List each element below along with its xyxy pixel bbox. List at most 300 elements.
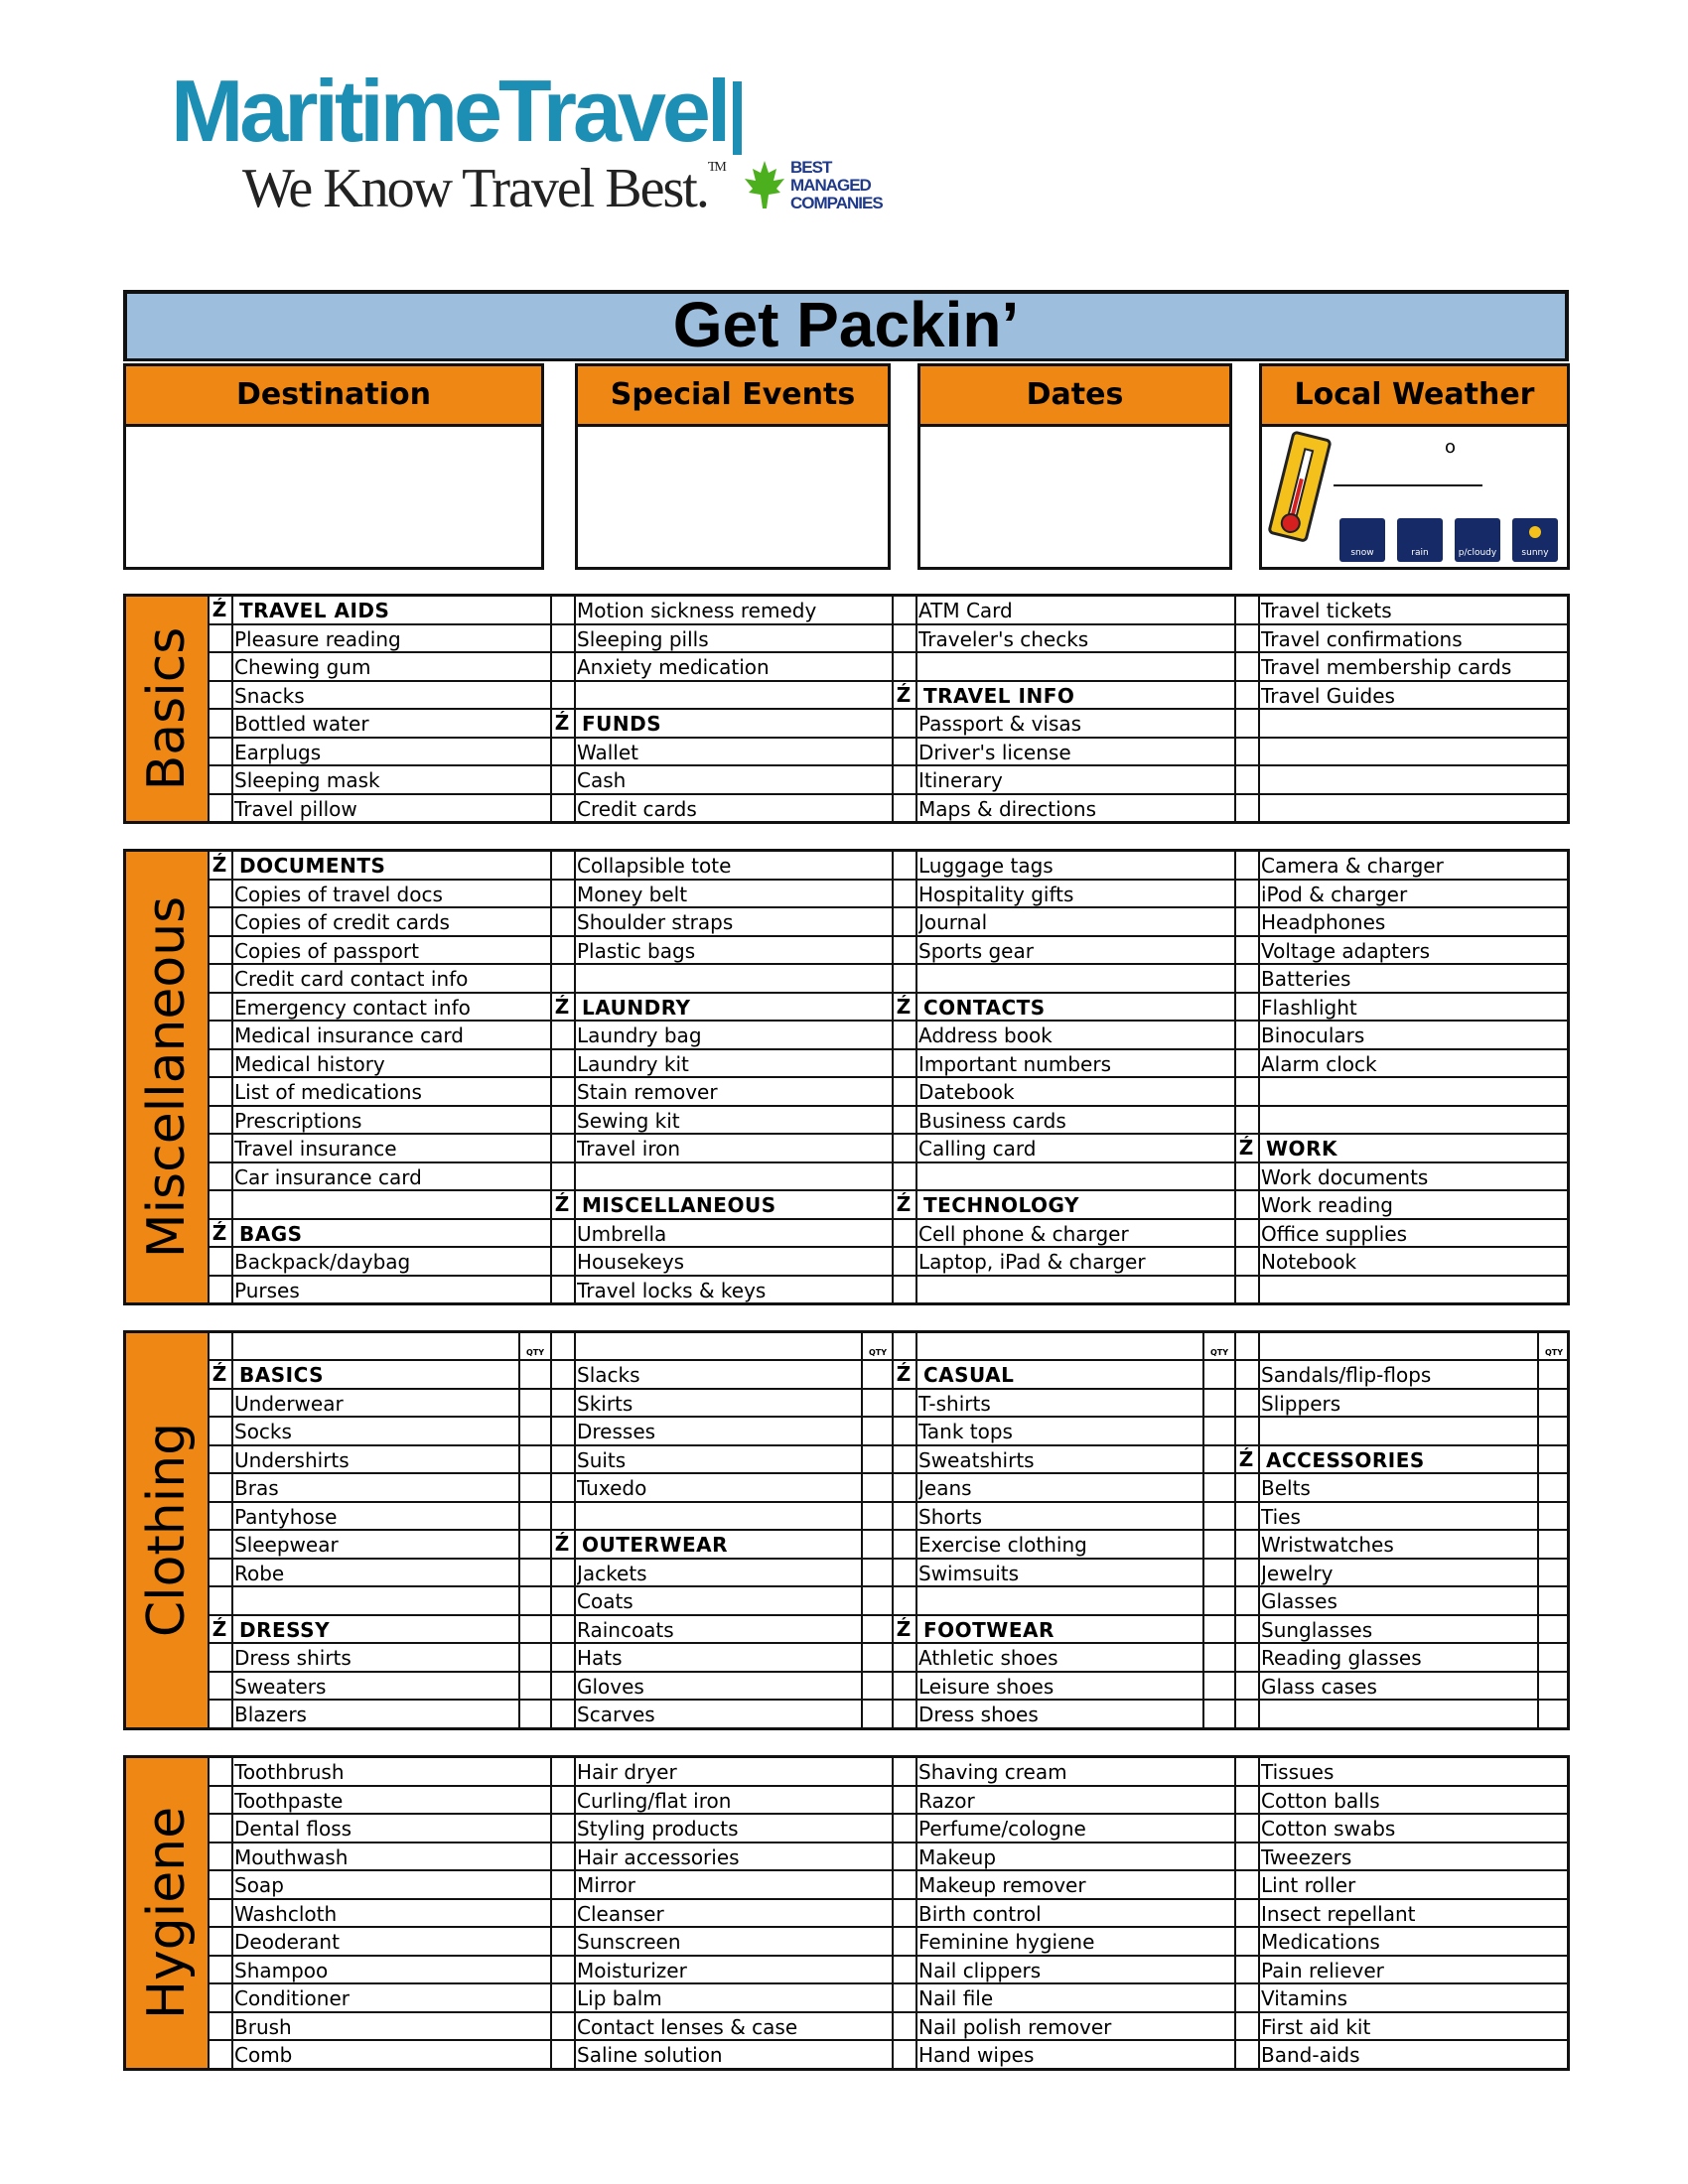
checkbox[interactable] — [550, 766, 576, 793]
checkbox[interactable] — [550, 653, 576, 680]
checkbox[interactable] — [892, 1787, 917, 1814]
checklist-row — [208, 2041, 550, 2070]
checkbox[interactable] — [550, 739, 576, 765]
checkbox[interactable] — [1234, 1277, 1260, 1305]
qty-cell[interactable] — [1202, 1474, 1234, 1501]
checkbox[interactable] — [550, 1078, 576, 1105]
checkbox[interactable] — [550, 1135, 576, 1161]
checkbox[interactable] — [208, 2013, 233, 2040]
checkbox[interactable] — [1234, 1418, 1260, 1444]
checkbox[interactable] — [550, 1900, 576, 1927]
checkbox[interactable] — [892, 1815, 917, 1842]
qty-cell[interactable] — [518, 1560, 550, 1586]
checkbox[interactable] — [1234, 1900, 1260, 1927]
category-check-mark[interactable]: Ź — [208, 852, 233, 879]
checkbox[interactable] — [1234, 1220, 1260, 1247]
checkbox[interactable] — [1234, 1078, 1260, 1105]
checkbox[interactable] — [1234, 1587, 1260, 1614]
checkbox[interactable] — [892, 1560, 917, 1586]
checkbox[interactable] — [208, 1701, 233, 1729]
checklist-row — [550, 1248, 893, 1277]
checklist-row — [208, 1701, 550, 1729]
qty-cell[interactable] — [861, 1701, 893, 1729]
checkbox[interactable] — [208, 1135, 233, 1161]
item-label: Makeup remover — [918, 1873, 1086, 1897]
category-check-mark[interactable]: Ź — [892, 1616, 917, 1643]
checkbox[interactable] — [1234, 994, 1260, 1021]
checkbox[interactable] — [550, 881, 576, 907]
checkbox[interactable] — [550, 908, 576, 935]
item-label: Copies of travel docs — [234, 882, 443, 906]
category-heading: DOCUMENTS — [239, 854, 386, 878]
qty-cell[interactable] — [861, 1390, 893, 1417]
checkbox[interactable] — [550, 1871, 576, 1898]
local-weather-field[interactable] — [1259, 427, 1570, 570]
checklist-row — [208, 625, 550, 654]
category-check-mark[interactable]: Ź — [550, 710, 576, 737]
checklist-row — [892, 1701, 1234, 1729]
checkbox[interactable] — [208, 937, 233, 964]
checkbox[interactable] — [550, 852, 576, 879]
checkbox[interactable] — [892, 1531, 917, 1558]
checkbox[interactable] — [892, 1984, 917, 2011]
category-check-mark[interactable]: Ź — [892, 1191, 917, 1218]
category-check-mark[interactable]: Ź — [892, 682, 917, 709]
qty-cell[interactable] — [1202, 1644, 1234, 1671]
checkbox[interactable] — [208, 682, 233, 709]
qty-cell[interactable] — [1537, 1560, 1569, 1586]
checklist-row — [208, 1587, 550, 1616]
checkbox[interactable] — [550, 795, 576, 824]
qty-cell[interactable] — [861, 1644, 893, 1671]
checkbox[interactable] — [1234, 937, 1260, 964]
checklist-row — [208, 597, 550, 625]
category-check-mark[interactable]: Ź — [550, 1531, 576, 1558]
destination-field[interactable] — [123, 427, 544, 570]
item-label: Copies of passport — [234, 938, 419, 963]
category-check-mark[interactable]: Ź — [550, 994, 576, 1021]
qty-cell[interactable] — [518, 1446, 550, 1473]
checklist-column — [208, 597, 550, 821]
qty-cell[interactable] — [518, 1361, 550, 1388]
checkbox[interactable] — [550, 1277, 576, 1305]
checklist-row — [1234, 937, 1569, 966]
dates-header: Dates — [917, 363, 1232, 427]
checklist-row — [1234, 1928, 1569, 1957]
checkbox[interactable] — [208, 653, 233, 680]
checkbox[interactable] — [550, 1787, 576, 1814]
checkbox[interactable] — [208, 766, 233, 793]
qty-cell[interactable] — [1537, 1531, 1569, 1558]
qty-cell[interactable] — [518, 1673, 550, 1700]
checkbox[interactable] — [208, 1050, 233, 1077]
checkbox[interactable] — [892, 1758, 917, 1785]
checkbox[interactable] — [550, 625, 576, 652]
category-check-mark[interactable]: Ź — [208, 597, 233, 623]
checklist-row — [550, 1871, 893, 1900]
checkbox[interactable] — [208, 2041, 233, 2070]
qty-cell[interactable] — [861, 1418, 893, 1444]
checklist-row — [208, 1957, 550, 1985]
checkbox[interactable] — [550, 2041, 576, 2070]
checkbox[interactable] — [892, 653, 917, 680]
qty-cell[interactable] — [518, 1701, 550, 1729]
checklist-row — [892, 965, 1234, 994]
checkbox[interactable] — [550, 937, 576, 964]
qty-cell[interactable] — [518, 1616, 550, 1643]
checkbox[interactable] — [550, 1163, 576, 1190]
qty-cell[interactable] — [518, 1474, 550, 1501]
checkbox[interactable] — [550, 1673, 576, 1700]
category-check-mark[interactable]: Ź — [208, 1361, 233, 1388]
checkbox[interactable] — [208, 1107, 233, 1134]
qty-cell[interactable] — [1537, 1701, 1569, 1729]
checkbox[interactable] — [550, 1503, 576, 1530]
checkbox[interactable] — [1234, 1107, 1260, 1134]
checkbox[interactable] — [1234, 710, 1260, 737]
checkbox[interactable] — [1234, 682, 1260, 709]
item-label: Shorts — [918, 1504, 983, 1529]
checkbox[interactable] — [1234, 1984, 1260, 2011]
checkbox[interactable] — [892, 766, 917, 793]
checkbox[interactable] — [892, 1644, 917, 1671]
checkbox[interactable] — [1234, 597, 1260, 623]
category-check-mark[interactable]: Ź — [208, 1616, 233, 1643]
checkbox-cell — [1234, 1333, 1260, 1359]
qty-cell[interactable] — [1202, 1418, 1234, 1444]
checkbox[interactable] — [1234, 965, 1260, 992]
item-label: Pantyhose — [234, 1504, 338, 1529]
qty-cell[interactable] — [861, 1361, 893, 1388]
qty-cell[interactable] — [1202, 1446, 1234, 1473]
checkbox[interactable] — [208, 795, 233, 824]
checkbox[interactable] — [1234, 653, 1260, 680]
qty-cell[interactable] — [861, 1673, 893, 1700]
category-check-mark[interactable]: Ź — [1234, 1135, 1260, 1161]
item-label: Contact lenses & case — [577, 2014, 798, 2039]
dates-field[interactable] — [917, 427, 1232, 570]
checkbox[interactable] — [208, 1418, 233, 1444]
checklist-row — [892, 1957, 1234, 1985]
checkbox[interactable] — [1234, 1957, 1260, 1983]
qty-cell[interactable] — [518, 1418, 550, 1444]
checkbox[interactable] — [892, 1022, 917, 1048]
qty-cell[interactable] — [1202, 1587, 1234, 1614]
checkbox[interactable] — [550, 1361, 576, 1388]
qty-cell[interactable] — [861, 1503, 893, 1530]
checkbox[interactable] — [1234, 1815, 1260, 1842]
checkbox[interactable] — [892, 937, 917, 964]
checklist-column — [208, 1758, 550, 2068]
checkbox[interactable] — [550, 1758, 576, 1785]
checkbox[interactable] — [892, 1390, 917, 1417]
checkbox[interactable] — [208, 1815, 233, 1842]
checklist-row — [550, 937, 893, 966]
item-label: Medical history — [234, 1051, 385, 1076]
checkbox[interactable] — [208, 739, 233, 765]
checkbox[interactable] — [892, 1474, 917, 1501]
checkbox[interactable] — [208, 1248, 233, 1275]
item-label: Travel Guides — [1261, 683, 1395, 708]
checkbox[interactable] — [892, 1673, 917, 1700]
checkbox[interactable] — [1234, 1503, 1260, 1530]
checkbox[interactable] — [550, 1220, 576, 1247]
checkbox[interactable] — [892, 1446, 917, 1473]
checkbox[interactable] — [550, 1644, 576, 1671]
checkbox[interactable] — [1234, 1928, 1260, 1955]
checkbox[interactable] — [1234, 1022, 1260, 1048]
category-check-mark[interactable]: Ź — [892, 1361, 917, 1388]
qty-cell[interactable] — [1537, 1361, 1569, 1388]
checklist-row — [208, 1984, 550, 2013]
item-label: Travel pillow — [234, 796, 357, 821]
checkbox[interactable] — [1234, 1531, 1260, 1558]
qty-cell[interactable] — [1537, 1474, 1569, 1501]
qty-cell[interactable] — [1202, 1531, 1234, 1558]
qty-cell[interactable] — [1537, 1503, 1569, 1530]
checkbox[interactable] — [550, 1616, 576, 1643]
checkbox[interactable] — [550, 1587, 576, 1614]
checkbox[interactable] — [892, 881, 917, 907]
checkbox[interactable] — [208, 1078, 233, 1105]
checkbox[interactable] — [550, 1418, 576, 1444]
checkbox[interactable] — [892, 2041, 917, 2070]
checkbox[interactable] — [1234, 908, 1260, 935]
qty-cell[interactable] — [1202, 1673, 1234, 1700]
checkbox[interactable] — [892, 625, 917, 652]
checkbox[interactable] — [550, 1928, 576, 1955]
qty-cell[interactable] — [518, 1531, 550, 1558]
checkbox[interactable] — [892, 1900, 917, 1927]
checklist-row — [892, 2013, 1234, 2042]
qty-cell[interactable] — [861, 1531, 893, 1558]
item-label: Lip balm — [577, 1986, 662, 2010]
checkbox[interactable] — [208, 1843, 233, 1870]
checkbox[interactable] — [892, 1248, 917, 1275]
qty-cell[interactable] — [1537, 1390, 1569, 1417]
checkbox[interactable] — [550, 1957, 576, 1983]
qty-cell[interactable] — [1537, 1644, 1569, 1671]
checkbox[interactable] — [1234, 1560, 1260, 1586]
checkbox[interactable] — [1234, 766, 1260, 793]
checklist-row — [1234, 965, 1569, 994]
qty-cell[interactable] — [1202, 1560, 1234, 1586]
checklist-row — [892, 739, 1234, 767]
checkbox[interactable] — [208, 1531, 233, 1558]
checkbox[interactable] — [550, 1050, 576, 1077]
checkbox[interactable] — [208, 1984, 233, 2011]
category-check-mark[interactable]: Ź — [892, 994, 917, 1021]
checkbox[interactable] — [208, 1587, 233, 1614]
checkbox[interactable] — [208, 1871, 233, 1898]
checklist-row — [1234, 1957, 1569, 1985]
qty-cell[interactable] — [518, 1503, 550, 1530]
checkbox[interactable] — [208, 965, 233, 992]
checkbox[interactable] — [1234, 1163, 1260, 1190]
checkbox[interactable] — [550, 1446, 576, 1473]
qty-cell[interactable] — [1202, 1503, 1234, 1530]
checklist-row — [892, 1644, 1234, 1673]
checkbox[interactable] — [208, 1900, 233, 1927]
checkbox[interactable] — [1234, 852, 1260, 879]
checkbox[interactable] — [208, 1474, 233, 1501]
checkbox[interactable] — [208, 1928, 233, 1955]
checkbox[interactable] — [208, 1390, 233, 1417]
qty-cell[interactable] — [1537, 1673, 1569, 1700]
category-heading: TRAVEL INFO — [923, 683, 1075, 708]
checkbox[interactable] — [892, 1957, 917, 1983]
qty-cell[interactable] — [518, 1587, 550, 1614]
qty-cell[interactable] — [861, 1446, 893, 1473]
qty-cell[interactable] — [861, 1560, 893, 1586]
checkbox[interactable] — [892, 1107, 917, 1134]
checkbox[interactable] — [892, 1843, 917, 1870]
checkbox[interactable] — [1234, 2041, 1260, 2070]
checkbox[interactable] — [1234, 1644, 1260, 1671]
checkbox[interactable] — [1234, 1616, 1260, 1643]
qty-cell[interactable] — [518, 1644, 550, 1671]
checkbox[interactable] — [1234, 1050, 1260, 1077]
category-check-mark[interactable]: Ź — [1234, 1446, 1260, 1473]
checkbox[interactable] — [208, 1560, 233, 1586]
checkbox[interactable] — [208, 1163, 233, 1190]
checkbox[interactable] — [1234, 1673, 1260, 1700]
checkbox[interactable] — [1234, 795, 1260, 824]
qty-cell[interactable] — [1202, 1616, 1234, 1643]
checkbox[interactable] — [892, 2013, 917, 2040]
checkbox[interactable] — [208, 1503, 233, 1530]
checkbox[interactable] — [550, 597, 576, 623]
checkbox[interactable] — [208, 908, 233, 935]
checkbox[interactable] — [892, 1050, 917, 1077]
qty-cell[interactable] — [861, 1587, 893, 1614]
checkbox[interactable] — [550, 2013, 576, 2040]
checkbox[interactable] — [1234, 1474, 1260, 1501]
checkbox[interactable] — [550, 1815, 576, 1842]
checkbox[interactable] — [892, 795, 917, 824]
checkbox[interactable] — [892, 1078, 917, 1105]
checkbox[interactable] — [1234, 625, 1260, 652]
checkbox[interactable] — [1234, 1191, 1260, 1218]
checklist-column — [892, 852, 1234, 1302]
checkbox[interactable] — [892, 852, 917, 879]
checkbox[interactable] — [208, 881, 233, 907]
special-events-field[interactable] — [575, 427, 891, 570]
checkbox[interactable] — [1234, 1843, 1260, 1870]
checkbox[interactable] — [892, 1220, 917, 1247]
checklist-row — [892, 1220, 1234, 1249]
checkbox[interactable] — [892, 1871, 917, 1898]
category-check-mark[interactable]: Ź — [208, 1220, 233, 1247]
checkbox[interactable] — [1234, 739, 1260, 765]
checkbox[interactable] — [550, 1022, 576, 1048]
checkbox[interactable] — [1234, 1390, 1260, 1417]
brand-logo-bar — [733, 81, 742, 155]
qty-cell[interactable] — [1537, 1616, 1569, 1643]
qty-cell[interactable] — [1202, 1361, 1234, 1388]
category-check-mark[interactable]: Ź — [550, 1191, 576, 1218]
checkbox[interactable] — [1234, 1248, 1260, 1275]
checkbox[interactable] — [1234, 881, 1260, 907]
checkbox[interactable] — [550, 1474, 576, 1501]
checkbox[interactable] — [208, 1957, 233, 1983]
checkbox[interactable] — [892, 1701, 917, 1729]
checkbox[interactable] — [550, 1560, 576, 1586]
qty-cell[interactable] — [1202, 1390, 1234, 1417]
checkbox[interactable] — [208, 1758, 233, 1785]
checkbox[interactable] — [208, 1277, 233, 1305]
checkbox[interactable] — [892, 1928, 917, 1955]
checkbox[interactable] — [550, 1843, 576, 1870]
checkbox[interactable] — [208, 710, 233, 737]
qty-cell[interactable] — [518, 1390, 550, 1417]
item-label: Dress shoes — [918, 1703, 1039, 1726]
checkbox[interactable] — [208, 1787, 233, 1814]
qty-cell[interactable] — [1537, 1418, 1569, 1444]
checkbox[interactable] — [208, 994, 233, 1021]
checkbox[interactable] — [208, 625, 233, 652]
checkbox[interactable] — [550, 965, 576, 992]
checkbox[interactable] — [1234, 1758, 1260, 1785]
checkbox[interactable] — [892, 1135, 917, 1161]
qty-cell[interactable] — [861, 1616, 893, 1643]
checkbox[interactable] — [208, 1191, 233, 1218]
checkbox[interactable] — [208, 1673, 233, 1700]
category-heading: DRESSY — [239, 1617, 331, 1642]
checkbox[interactable] — [208, 1644, 233, 1671]
qty-cell[interactable] — [1202, 1701, 1234, 1729]
checkbox[interactable] — [550, 1701, 576, 1729]
checkbox[interactable] — [1234, 2013, 1260, 2040]
checkbox[interactable] — [1234, 1787, 1260, 1814]
checkbox[interactable] — [892, 1503, 917, 1530]
checkbox[interactable] — [892, 1277, 917, 1305]
item-label: Slacks — [577, 1363, 640, 1387]
checkbox[interactable] — [1234, 1871, 1260, 1898]
checklist-row — [1234, 739, 1569, 767]
checkbox[interactable] — [550, 682, 576, 709]
section-label: Hygiene — [137, 1806, 197, 2019]
checkbox[interactable] — [550, 1390, 576, 1417]
checkbox[interactable] — [892, 597, 917, 623]
checkbox[interactable] — [892, 908, 917, 935]
checkbox[interactable] — [550, 1107, 576, 1134]
category-heading: TRAVEL AIDS — [239, 599, 390, 622]
checkbox[interactable] — [208, 1446, 233, 1473]
item-label: Purses — [234, 1278, 300, 1302]
checkbox[interactable] — [208, 1022, 233, 1048]
checkbox[interactable] — [1234, 1701, 1260, 1729]
item-label: Athletic shoes — [918, 1646, 1058, 1670]
item-label: Hand wipes — [918, 2043, 1035, 2067]
checkbox[interactable] — [892, 965, 917, 992]
item-label: Travel membership cards — [1261, 655, 1512, 679]
qty-cell[interactable] — [1537, 1587, 1569, 1614]
checkbox[interactable] — [892, 1163, 917, 1190]
checkbox[interactable] — [550, 1248, 576, 1275]
checkbox[interactable] — [892, 710, 917, 737]
qty-cell[interactable] — [1537, 1446, 1569, 1473]
checkbox[interactable] — [1234, 1361, 1260, 1388]
checkbox[interactable] — [892, 1587, 917, 1614]
checkbox[interactable] — [892, 739, 917, 765]
category-heading: ACCESSORIES — [1266, 1447, 1425, 1472]
qty-cell[interactable] — [861, 1474, 893, 1501]
checkbox[interactable] — [550, 1984, 576, 2011]
checklist-grid — [208, 597, 1567, 821]
checklist-row — [208, 1135, 550, 1163]
checkbox[interactable] — [892, 1418, 917, 1444]
